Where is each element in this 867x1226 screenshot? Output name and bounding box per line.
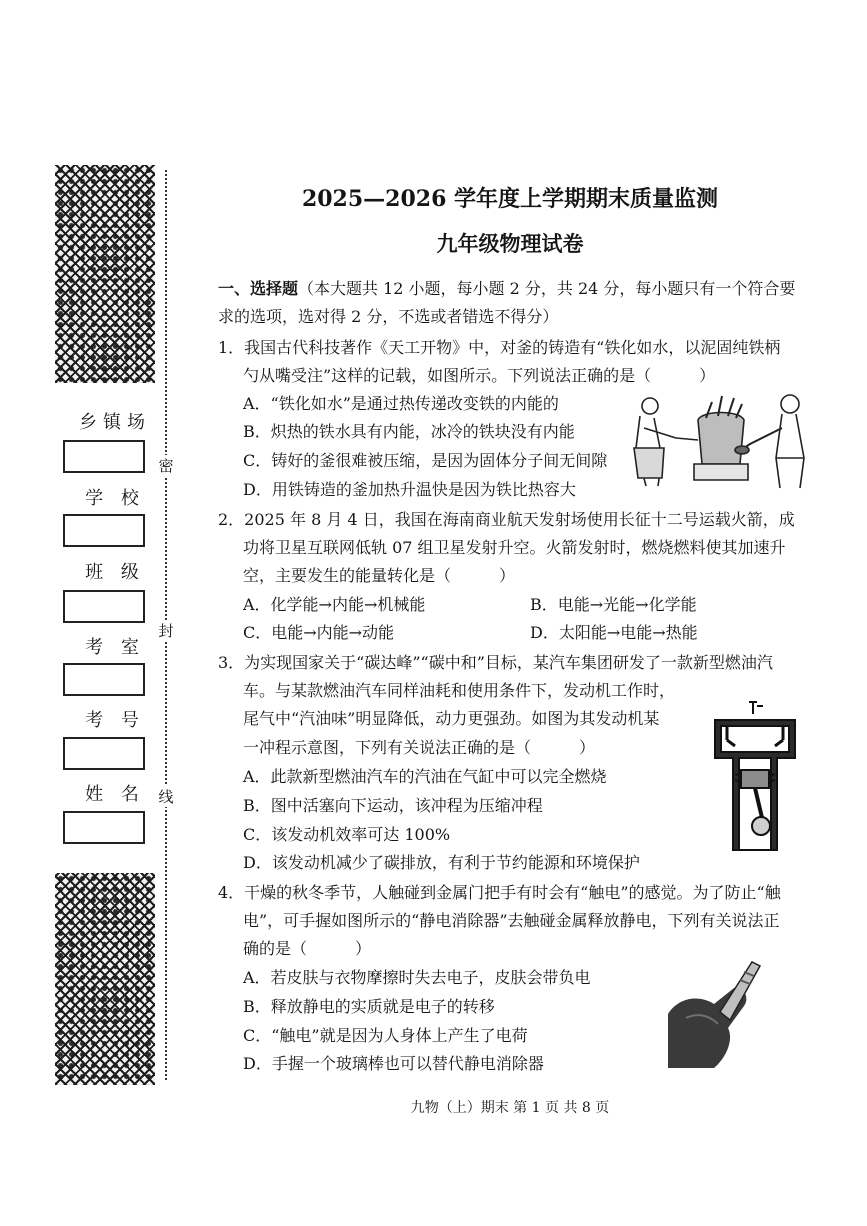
q4-option-c[interactable]: C．“触电”就是因为人身体上产生了电荷: [243, 1026, 528, 1045]
q2-stem-line-3: 空，主要发生的能量转化是（ ）: [243, 566, 516, 585]
q1-option-a[interactable]: A．“铁化如水”是通过热传递改变铁的内能的: [243, 394, 559, 413]
page-footer: 九物（上）期末 第 1 页 共 8 页: [410, 1100, 610, 1116]
q4-option-a[interactable]: A．若皮肤与衣物摩擦时失去电子，皮肤会带负电: [243, 968, 591, 987]
q1-option-b[interactable]: B．炽热的铁水具有内能，冰冷的铁块没有内能: [243, 422, 575, 441]
field-box-name[interactable]: [63, 811, 145, 844]
field-box-school[interactable]: [63, 514, 145, 547]
section-instruction-1: （本大题共 12 小题，每小题 2 分，共 24 分，每小题只有一个符合要: [298, 279, 796, 298]
binding-pattern-bottom: [55, 873, 155, 1085]
field-box-town[interactable]: [63, 440, 145, 473]
section-instruction-2: 求的选项，选对得 2 分，不选或者错选不得分）: [218, 307, 559, 326]
field-label-town: 乡镇场: [79, 412, 151, 433]
binding-pattern-top: [55, 165, 155, 383]
q3-stem-line-3: 尾气中“汽油味”明显降低，动力更强劲。如图为其发动机某: [243, 709, 660, 728]
q3-option-c[interactable]: C．该发动机效率可达 100%: [243, 825, 451, 844]
q3-option-b[interactable]: B．图中活塞向下运动，该冲程为压缩冲程: [243, 796, 543, 815]
q4-stem-line-3: 确的是（ ）: [243, 939, 372, 958]
q3-option-a[interactable]: A．此款新型燃油汽车的汽油在气缸中可以完全燃烧: [243, 767, 607, 786]
q1-option-c[interactable]: C．铸好的釜很难被压缩，是因为固体分子间无间隙: [243, 451, 608, 470]
q4-stem-line-1: 4．干燥的秋冬季节，人触碰到金属门把手有时会有“触电”的感觉。为了防止“触: [218, 883, 781, 902]
field-label-school: 学 校: [85, 488, 145, 509]
field-label-name: 姓 名: [85, 784, 145, 805]
seal-char-mi: 密: [158, 457, 174, 475]
field-box-number[interactable]: [63, 737, 145, 770]
seal-char-xian: 线: [158, 788, 174, 806]
q1-stem-line-1: 1．我国古代科技著作《天工开物》中，对釜的铸造有“铁化如水，以泥固纯铁柄: [218, 338, 781, 357]
engine-stroke-diagram: [705, 700, 805, 860]
q4-option-b[interactable]: B．释放静电的实质就是电子的转移: [243, 997, 495, 1016]
q2-option-d[interactable]: D．太阳能→电能→热能: [530, 623, 698, 642]
field-label-room: 考 室: [85, 637, 145, 658]
q1-stem-line-2: 勺从嘴受注”这样的记载，如图所示。下列说法正确的是（ ）: [243, 366, 716, 385]
q3-stem-line-2: 车。与某款燃油汽车同样油耗和使用条件下，发动机工作时，: [243, 681, 676, 700]
exam-title: 2025—2026 学年度上学期期末质量监测: [301, 186, 719, 212]
q2-stem-line-1: 2．2025 年 8 月 4 日，我国在海南商业航天发射场使用长征十二号运载火箭，成: [218, 510, 795, 529]
q2-option-c[interactable]: C．电能→内能→动能: [243, 623, 395, 642]
q1-option-d[interactable]: D．用铁铸造的釜加热升温快是因为铁比热容大: [243, 480, 576, 499]
q3-stem-line-1: 3．为实现国家关于“碳达峰”“碳中和”目标，某汽车集团研发了一款新型燃油汽: [218, 653, 773, 672]
section-heading: 一、选择题: [218, 279, 299, 298]
seal-char-feng: 封: [158, 622, 174, 640]
q2-option-b[interactable]: B．电能→光能→化学能: [530, 595, 697, 614]
field-label-class: 班 级: [85, 562, 145, 583]
q4-stem-line-2: 电”，可手握如图所示的“静电消除器”去触碰金属释放静电，下列有关说法正: [243, 911, 780, 930]
q3-stem-line-4: 一冲程示意图，下列有关说法正确的是（ ）: [243, 738, 596, 757]
q2-stem-line-2: 功将卫星互联网低轨 07 组卫星发射升空。火箭发射时，燃烧燃料使其加速升: [243, 538, 786, 557]
casting-illustration: [632, 388, 812, 496]
static-eliminator-photo: [664, 958, 766, 1068]
q2-option-a[interactable]: A．化学能→内能→机械能: [243, 595, 426, 614]
q4-option-d[interactable]: D．手握一个玻璃棒也可以替代静电消除器: [243, 1054, 544, 1073]
q3-option-d[interactable]: D．该发动机减少了碳排放，有利于节约能源和环境保护: [243, 853, 640, 872]
field-label-number: 考 号: [85, 710, 145, 731]
section-intro: [218, 278, 795, 300]
field-box-class[interactable]: [63, 590, 145, 623]
field-box-room[interactable]: [63, 663, 145, 696]
exam-subtitle: 九年级物理试卷: [436, 231, 584, 256]
